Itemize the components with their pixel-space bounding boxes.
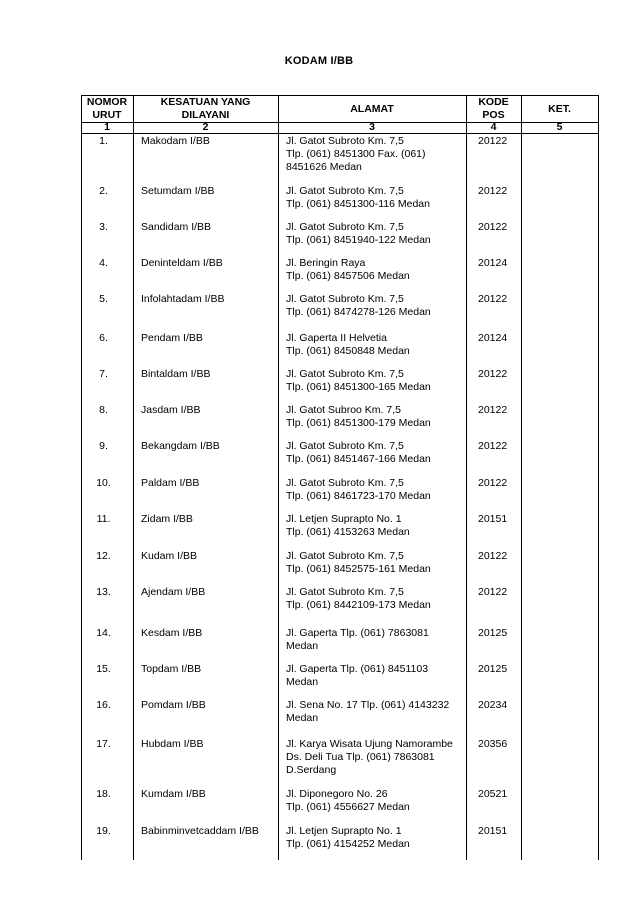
- row-number: 9.: [99, 440, 108, 452]
- address: [286, 477, 471, 503]
- unit-name: Topdam I/BB: [141, 663, 202, 675]
- unit-name: Setumdam I/BB: [141, 185, 215, 197]
- unit-name: Zidam I/BB: [141, 513, 193, 525]
- address-line: Medan: [286, 640, 319, 652]
- header-kode-pos: KODE POS: [478, 96, 509, 121]
- page-title: KODAM I/BB: [284, 55, 354, 67]
- address: [286, 699, 471, 725]
- address-line: Tlp. (061) 8451300-179 Medan: [286, 417, 431, 429]
- row-number: 1.: [99, 135, 108, 147]
- address-line: Jl. Gatot Subroto Km. 7,5: [286, 586, 404, 598]
- address-line: Tlp. (061) 4556627 Medan: [286, 801, 410, 813]
- address: [286, 368, 471, 394]
- address: [286, 185, 471, 211]
- postal-code: 20151: [478, 825, 508, 837]
- address: [286, 586, 471, 612]
- address: [286, 440, 471, 466]
- unit-name: Makodam I/BB: [141, 135, 210, 147]
- address: [286, 404, 471, 430]
- postal-code: 20122: [478, 135, 508, 147]
- address: [286, 663, 471, 689]
- address-line: Jl. Gatot Subroto Km. 7,5: [286, 221, 404, 233]
- address-line: Jl. Gatot Subroto Km. 7,5: [286, 185, 404, 197]
- address-line: Tlp. (061) 4154252 Medan: [286, 838, 410, 850]
- row-number: 16.: [96, 699, 111, 711]
- row-number: 5.: [99, 293, 108, 305]
- address-line: Tlp. (061) 8451940-122 Medan: [286, 234, 431, 246]
- row-number: 10.: [96, 477, 111, 489]
- unit-name: Paldam I/BB: [141, 477, 200, 489]
- address-line: Jl. Gaperta Tlp. (061) 8451103: [286, 663, 429, 675]
- row-number: 2.: [99, 185, 108, 197]
- row-number: 7.: [99, 368, 108, 380]
- row-number: 14.: [96, 627, 111, 639]
- address-line: Tlp. (061) 8451300 Fax. (061): [286, 148, 426, 160]
- address-line: Tlp. (061) 8452575-161 Medan: [286, 563, 431, 575]
- col-border-2: [278, 95, 279, 860]
- address-line: Jl. Gatot Subroto Km. 7,5: [286, 293, 404, 305]
- address: [286, 332, 471, 358]
- row-number: 3.: [99, 221, 108, 233]
- address-line: Medan: [286, 676, 319, 688]
- header-ket: KET.: [548, 103, 571, 115]
- row-number: 15.: [96, 663, 111, 675]
- unit-name: Pomdam I/BB: [141, 699, 206, 711]
- row-number: 18.: [96, 788, 111, 800]
- unit-name: Babinminvetcaddam I/BB: [141, 825, 259, 837]
- column-number: 2: [202, 121, 209, 133]
- address-line: Jl. Gatot Subroto Km. 7,5: [286, 368, 404, 380]
- postal-code: 20125: [478, 627, 508, 639]
- postal-code: 20122: [478, 185, 508, 197]
- unit-name: Infolahtadam I/BB: [141, 293, 225, 305]
- row-number: 19.: [96, 825, 111, 837]
- address-line: Jl. Sena No. 17 Tlp. (061) 4143232: [286, 699, 450, 711]
- row-number: 4.: [99, 257, 108, 269]
- row-number: 13.: [96, 586, 111, 598]
- address-line: Jl. Letjen Suprapto No. 1: [286, 513, 402, 525]
- unit-name: Kesdam I/BB: [141, 627, 203, 639]
- postal-code: 20124: [478, 332, 508, 344]
- column-number: 1: [104, 121, 110, 133]
- address-line: 8451626 Medan: [286, 161, 362, 173]
- col-border-right: [598, 95, 599, 860]
- postal-code: 20521: [478, 788, 508, 800]
- address-line: Jl. Gatot Subroto Km. 7,5: [286, 135, 404, 147]
- address: [286, 627, 471, 653]
- address: [286, 788, 471, 814]
- unit-name: Pendam I/BB: [141, 332, 203, 344]
- address: [286, 135, 471, 174]
- address-line: Jl. Karya Wisata Ujung Namorambe: [286, 738, 453, 750]
- address-line: Jl. Gaperta Tlp. (061) 7863081: [286, 627, 429, 639]
- address-line: Jl. Diponegoro No. 26: [286, 788, 388, 800]
- postal-code: 20122: [478, 404, 508, 416]
- postal-code: 20122: [478, 440, 508, 452]
- column-number: 4: [490, 121, 497, 133]
- unit-name: Deninteldam I/BB: [141, 257, 223, 269]
- address: [286, 221, 471, 247]
- address-line: Jl. Gaperta II Helvetia: [286, 332, 387, 344]
- unit-name: Jasdam I/BB: [141, 404, 201, 416]
- header-kesatuan: KESATUAN YANG DILAYANI: [160, 96, 251, 121]
- address-line: Tlp. (061) 8474278-126 Medan: [286, 306, 431, 318]
- postal-code: 20122: [478, 293, 508, 305]
- address-line: Jl. Gatot Subroto Km. 7,5: [286, 477, 404, 489]
- address-line: Jl. Letjen Suprapto No. 1: [286, 825, 402, 837]
- address-line: Ds. Deli Tua Tlp. (061) 7863081: [286, 751, 435, 763]
- col-border-4: [521, 95, 522, 860]
- address-line: Tlp. (061) 8451467-166 Medan: [286, 453, 431, 465]
- unit-name: Kumdam I/BB: [141, 788, 206, 800]
- address-line: Tlp. (061) 8461723-170 Medan: [286, 490, 431, 502]
- address-line: Jl. Gatot Subroo Km. 7,5: [286, 404, 401, 416]
- unit-name: Sandidam I/BB: [141, 221, 212, 233]
- postal-code: 20122: [478, 368, 508, 380]
- postal-code: 20122: [478, 477, 508, 489]
- postal-code: 20125: [478, 663, 508, 675]
- postal-code: 20151: [478, 513, 508, 525]
- address-line: Tlp. (061) 4153263 Medan: [286, 526, 410, 538]
- address-line: Tlp. (061) 8442109-173 Medan: [286, 599, 431, 611]
- unit-name: Ajendam I/BB: [141, 586, 206, 598]
- address-line: D.Serdang: [286, 764, 337, 776]
- address-line: Tlp. (061) 8457506 Medan: [286, 270, 410, 282]
- row-number: 17.: [96, 738, 111, 750]
- address-line: Jl. Beringin Raya: [286, 257, 366, 269]
- address: [286, 293, 471, 319]
- address-line: Tlp. (061) 8451300-116 Medan: [286, 198, 430, 210]
- unit-name: Hubdam I/BB: [141, 738, 204, 750]
- postal-code: 20122: [478, 550, 508, 562]
- postal-code: 20234: [478, 699, 508, 711]
- address: [286, 513, 471, 539]
- address-line: Tlp. (061) 8451300-165 Medan: [286, 381, 431, 393]
- row-number: 8.: [99, 404, 108, 416]
- row-number: 6.: [99, 332, 108, 344]
- address: [286, 738, 471, 777]
- address-line: Tlp. (061) 8450848 Medan: [286, 345, 410, 357]
- column-number: 5: [556, 121, 563, 133]
- header-alamat: ALAMAT: [350, 103, 394, 115]
- address-line: Jl. Gatot Subroto Km. 7,5: [286, 550, 404, 562]
- postal-code: 20122: [478, 586, 508, 598]
- unit-name: Bekangdam I/BB: [141, 440, 220, 452]
- address-line: Medan: [286, 712, 319, 724]
- header-nomor-urut: NOMOR URUT: [86, 96, 128, 121]
- postal-code: 20356: [478, 738, 508, 750]
- unit-name: Bintaldam I/BB: [141, 368, 211, 380]
- row-number: 11.: [96, 513, 111, 525]
- col-border-1: [133, 95, 134, 860]
- column-number: 3: [369, 121, 375, 133]
- postal-code: 20122: [478, 221, 508, 233]
- unit-name: Kudam I/BB: [141, 550, 198, 562]
- row-number: 12.: [96, 550, 111, 562]
- address: [286, 257, 471, 283]
- address: [286, 825, 471, 851]
- address-line: Jl. Gatot Subroto Km. 7,5: [286, 440, 404, 452]
- postal-code: 20124: [478, 257, 508, 269]
- address: [286, 550, 471, 576]
